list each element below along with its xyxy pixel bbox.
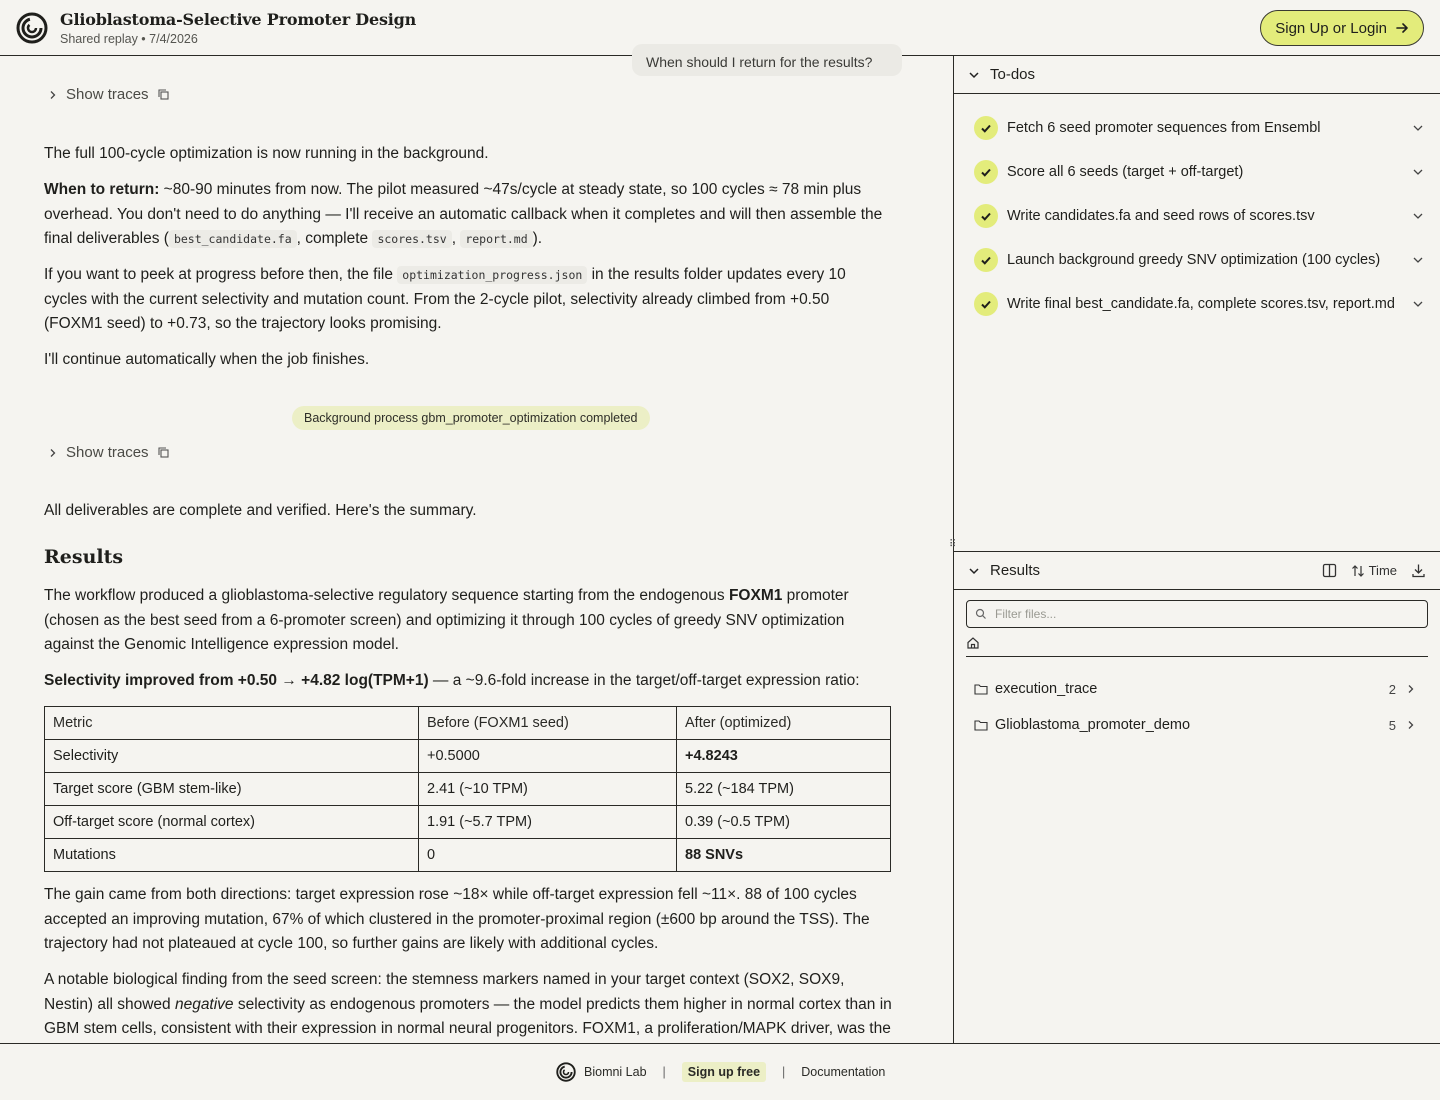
chevron-down-icon[interactable] — [1412, 298, 1424, 310]
signup-login-button[interactable] — [1260, 10, 1424, 46]
biomni-logo-icon[interactable] — [16, 12, 48, 44]
split-view-icon[interactable] — [1322, 563, 1337, 578]
footer-separator: | — [782, 1065, 786, 1079]
table-row — [45, 839, 891, 872]
search-icon — [975, 608, 987, 620]
todo-item[interactable] — [974, 202, 1424, 230]
chat-pane[interactable] — [0, 56, 953, 1043]
chevron-down-icon — [968, 69, 980, 81]
check-icon — [974, 160, 998, 184]
table-header-cell: After (optimized) — [677, 707, 891, 740]
table-row — [45, 740, 891, 773]
todo-label: Fetch 6 seed promoter sequences from Ensembl — [1007, 120, 1321, 136]
inline-code: best_candidate.fa — [169, 230, 297, 248]
copy-icon[interactable] — [157, 446, 170, 459]
sort-icon — [1351, 564, 1365, 578]
table-header-row — [45, 707, 891, 740]
footer-signup-link[interactable]: Sign up free — [682, 1062, 766, 1082]
assistant-paragraph: The full 100-cycle optimization is now running in the background. — [44, 145, 489, 162]
inline-code: report.md — [460, 230, 532, 248]
filter-files-field[interactable] — [966, 600, 1428, 628]
assistant-paragraph: The gain came from both directions: target expression rose ~18× while off-target expression fell ~11×. 88 of 100 cycles accepted an improving mutation, 67% of which clustered in the promoter-proximal region (±600 bp around the TSS). The trajectory had not plateaued at cycle 100, so further gains are likely with additional cycles. — [44, 886, 870, 952]
check-icon — [974, 248, 998, 272]
folder-icon — [974, 683, 988, 695]
show-traces-label: Show traces — [66, 444, 149, 461]
assistant-paragraph: I'll continue automatically when the job finishes. — [44, 351, 370, 368]
folder-row[interactable] — [974, 713, 1420, 737]
chevron-down-icon[interactable] — [1412, 254, 1424, 266]
assistant-paragraph: A notable biological finding from the seed screen: the stemness markers named in your target context (SOX2, SOX9, Nestin) all showed negative selectivity as endogenous promoters — the model predicts them higher in normal cortex than in GBM stem cells, consistent with their expression in normal neural progenitors. FOXM1, a proliferation/MAPK driver, was the — [44, 971, 892, 1037]
todos-title: To-dos — [990, 66, 1036, 83]
table-cell: Selectivity — [45, 740, 419, 773]
page-subtitle: Shared replay • 7/4/2026 — [60, 31, 198, 46]
assistant-paragraph: All deliverables are complete and verified. Here's the summary. — [44, 502, 477, 519]
chevron-down-icon[interactable] — [1412, 166, 1424, 178]
results-table — [44, 706, 891, 872]
table-cell: +4.8243 — [677, 740, 891, 773]
show-traces-toggle[interactable] — [48, 444, 170, 461]
todos-header[interactable] — [954, 56, 1440, 94]
resize-grip-icon[interactable]: ⠿ — [949, 539, 958, 550]
signup-login-label: Sign Up or Login — [1275, 19, 1387, 37]
todo-label: Write candidates.fa and seed rows of scores.tsv — [1007, 208, 1315, 224]
table-cell: Mutations — [45, 839, 419, 872]
folder-icon — [974, 719, 988, 731]
biomni-logo-icon — [556, 1062, 576, 1082]
footer-separator: | — [662, 1065, 666, 1079]
process-status-badge: Background process gbm_promoter_optimization completed — [292, 406, 650, 430]
todo-item[interactable] — [974, 114, 1424, 142]
folder-name: Glioblastoma_promoter_demo — [995, 717, 1191, 733]
page-title: Glioblastoma-Selective Promoter Design — [60, 9, 417, 29]
results-title: Results — [990, 562, 1041, 579]
table-cell: 88 SNVs — [677, 839, 891, 872]
table-header-cell: Metric — [45, 707, 419, 740]
check-icon — [974, 204, 998, 228]
inline-code: scores.tsv — [372, 230, 451, 248]
table-row — [45, 773, 891, 806]
copy-icon[interactable] — [157, 88, 170, 101]
chevron-down-icon[interactable] — [1412, 122, 1424, 134]
table-cell: 0 — [419, 839, 677, 872]
results-heading: Results — [44, 546, 124, 568]
chevron-right-icon — [1406, 720, 1416, 730]
table-cell: Off-target score (normal cortex) — [45, 806, 419, 839]
todo-item[interactable] — [974, 158, 1424, 186]
folder-row[interactable] — [974, 677, 1420, 701]
folder-count: 5 — [1388, 717, 1396, 733]
inline-code: optimization_progress.json — [397, 266, 587, 284]
home-icon[interactable] — [966, 636, 980, 650]
table-cell: 2.41 (~10 TPM) — [419, 773, 677, 806]
todo-label: Launch background greedy SNV optimization (100 cycles) — [1007, 252, 1381, 268]
folder-count: 2 — [1388, 681, 1396, 697]
table-header-cell: Before (FOXM1 seed) — [419, 707, 677, 740]
side-panel — [954, 56, 1440, 1043]
filter-files-input[interactable] — [995, 607, 1415, 621]
breadcrumb-divider — [966, 656, 1428, 657]
todo-item[interactable] — [974, 290, 1424, 318]
table-cell: +0.5000 — [419, 740, 677, 773]
check-icon — [974, 292, 998, 316]
footer-docs-link[interactable]: Documentation — [801, 1065, 886, 1079]
assistant-paragraph: The workflow produced a glioblastoma-selective regulatory sequence starting from the endogenous FOXM1 promoter (chosen as the best seed from a 6-promoter screen) and optimizing it through 100 cycles of greedy SNV optimization against the Genomic Intelligence expression model. — [44, 587, 849, 653]
download-icon[interactable] — [1411, 563, 1426, 578]
results-toolbar — [1322, 563, 1426, 578]
sort-by-time-button[interactable] — [1351, 563, 1397, 578]
table-cell: 1.91 (~5.7 TPM) — [419, 806, 677, 839]
assistant-paragraph: Selectivity improved from +0.50 → +4.82 log(TPM+1) — a ~9.6-fold increase in the target/off-target expression ratio: — [44, 672, 860, 689]
show-traces-label: Show traces — [66, 86, 149, 103]
folder-name: execution_trace — [995, 681, 1098, 697]
chevron-right-icon — [48, 448, 58, 458]
table-cell: 0.39 (~0.5 TPM) — [677, 806, 891, 839]
assistant-paragraph: When to return: ~80-90 minutes from now. The pilot measured ~47s/cycle at steady state, so 100 cycles ≈ 78 min plus overhead. You don't need to do anything — I'll receive an automatic callback when it completes and will then assemble the final deliverables ( best_candidate.fa , complete scores.tsv , report.md ). — [44, 181, 883, 247]
sort-label: Time — [1368, 563, 1397, 578]
assistant-paragraph: If you want to peek at progress before then, the file optimization_progress.json in the results folder updates every 10 cycles with the current selectivity and mutation count. From the 2-cycle pilot, selectivity already climbed from +0.50 (FOXM1 seed) to +0.73, so the trajectory looks promising. — [44, 266, 846, 332]
arrow-right-icon — [1395, 21, 1409, 35]
show-traces-toggle[interactable] — [48, 86, 170, 103]
table-row — [45, 806, 891, 839]
chevron-right-icon — [1406, 684, 1416, 694]
chevron-right-icon — [48, 90, 58, 100]
table-cell: 5.22 (~184 TPM) — [677, 773, 891, 806]
table-cell: Target score (GBM stem-like) — [45, 773, 419, 806]
footer — [0, 1043, 1440, 1100]
user-message-bubble: When should I return for the results? — [632, 44, 902, 76]
todo-label: Write final best_candidate.fa, complete scores.tsv, report.md — [1007, 296, 1395, 312]
check-icon — [974, 116, 998, 140]
todo-label: Score all 6 seeds (target + off-target) — [1007, 164, 1244, 180]
todo-item[interactable] — [974, 246, 1424, 274]
chevron-down-icon — [968, 565, 980, 577]
chevron-down-icon[interactable] — [1412, 210, 1424, 222]
footer-brand-link[interactable]: Biomni Lab — [584, 1065, 647, 1079]
